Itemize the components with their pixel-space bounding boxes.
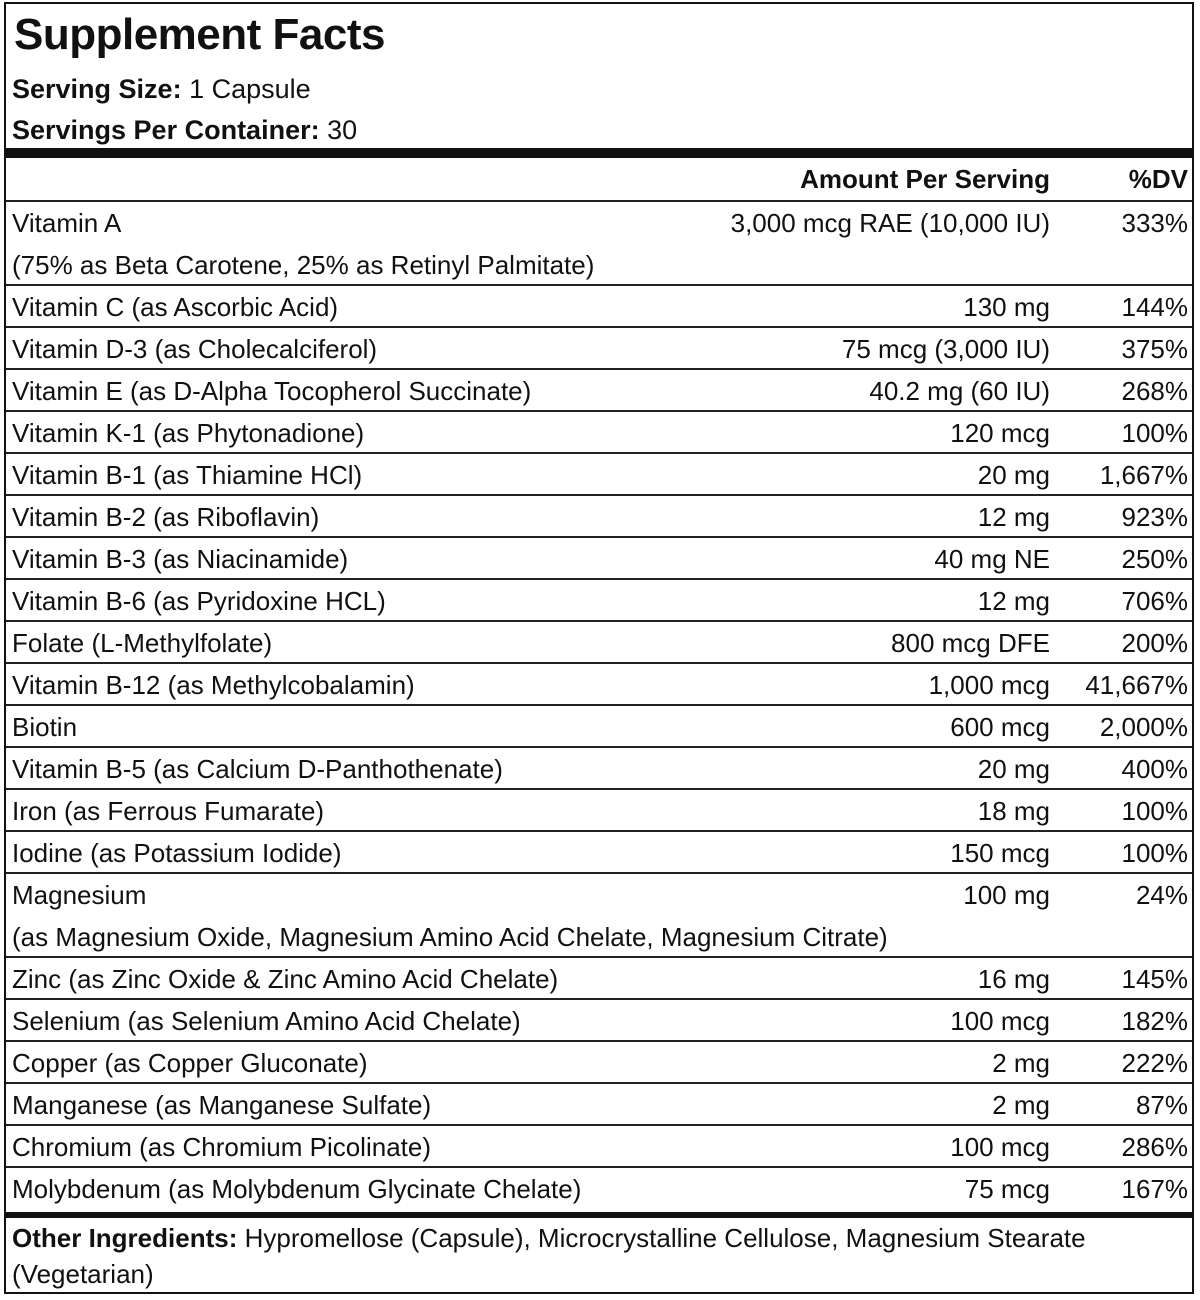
nutrient-row: [6, 536, 1192, 578]
nutrient-name: Vitamin B-2 (as Riboflavin): [12, 502, 320, 532]
nutrient-name: Selenium (as Selenium Amino Acid Chelate): [12, 1006, 521, 1036]
nutrient-dv: 222%: [1121, 1048, 1188, 1078]
nutrient-name: Vitamin A: [12, 208, 122, 238]
nutrient-name: Manganese (as Manganese Sulfate): [12, 1090, 432, 1120]
nutrient-dv: 100%: [1121, 418, 1188, 448]
nutrient-amount: 75 mcg: [964, 1174, 1050, 1204]
footer-divider: [6, 1212, 1192, 1218]
nutrient-amount: 12 mg: [977, 586, 1050, 616]
nutrient-row: [6, 998, 1192, 1040]
nutrient-row: [6, 1124, 1192, 1166]
nutrient-amount: 1,000 mcg: [928, 670, 1050, 700]
serving-size-value: 1 Capsule: [189, 74, 311, 104]
nutrient-name: Vitamin B-12 (as Methylcobalamin): [12, 670, 415, 700]
serving-size-label: Serving Size:: [12, 74, 182, 104]
nutrient-dv: 87%: [1135, 1090, 1188, 1120]
nutrient-amount: 40 mg NE: [934, 544, 1050, 574]
servings-label: Servings Per Container:: [12, 115, 320, 145]
nutrient-amount: 3,000 mcg RAE (10,000 IU): [730, 208, 1050, 238]
nutrient-name: Vitamin B-1 (as Thiamine HCl): [12, 460, 363, 490]
nutrient-amount: 100 mcg: [950, 1132, 1050, 1162]
servings-per-container: [12, 115, 357, 146]
supplement-facts-panel: [4, 2, 1194, 1294]
nutrient-name: Vitamin B-5 (as Calcium D-Panthothenate): [12, 754, 503, 784]
nutrient-row: [6, 368, 1192, 410]
nutrient-name: Iron (as Ferrous Fumarate): [12, 796, 325, 826]
nutrient-row: [6, 662, 1192, 704]
nutrient-amount: 600 mcg: [950, 712, 1050, 742]
nutrient-row: [6, 704, 1192, 746]
nutrient-row: [6, 494, 1192, 536]
nutrient-amount: 130 mg: [963, 292, 1050, 322]
nutrient-dv: 100%: [1121, 838, 1188, 868]
nutrient-name: Iodine (as Potassium Iodide): [12, 838, 342, 868]
header-divider: [6, 148, 1192, 158]
panel-title: Supplement Facts: [14, 10, 385, 59]
nutrient-name: Vitamin C (as Ascorbic Acid): [12, 292, 339, 322]
nutrient-amount: 12 mg: [977, 502, 1050, 532]
nutrient-source: (as Magnesium Oxide, Magnesium Amino Acid Chelate, Magnesium Citrate): [12, 922, 888, 952]
nutrient-name: Vitamin B-3 (as Niacinamide): [12, 544, 349, 574]
nutrient-amount: 100 mg: [963, 880, 1050, 910]
nutrient-name: Vitamin K-1 (as Phytonadione): [12, 418, 365, 448]
nutrient-name: Chromium (as Chromium Picolinate): [12, 1132, 431, 1162]
nutrient-row: [6, 200, 1192, 284]
serving-size: [12, 74, 311, 105]
nutrient-dv: 333%: [1121, 208, 1188, 238]
nutrient-row: [6, 746, 1192, 788]
nutrient-row: [6, 1166, 1192, 1208]
nutrient-row: [6, 956, 1192, 998]
nutrient-name: Copper (as Copper Gluconate): [12, 1048, 368, 1078]
nutrient-dv: 1,667%: [1099, 460, 1188, 490]
nutrient-amount: 75 mcg (3,000 IU): [841, 334, 1050, 364]
nutrient-row: [6, 452, 1192, 494]
nutrient-row: [6, 410, 1192, 452]
nutrient-dv: 167%: [1121, 1174, 1188, 1204]
nutrient-row: [6, 326, 1192, 368]
nutrient-name: Magnesium: [12, 880, 147, 910]
nutrient-row: [6, 872, 1192, 956]
nutrient-amount: 150 mcg: [950, 838, 1050, 868]
nutrient-dv: 400%: [1121, 754, 1188, 784]
nutrient-name: Vitamin D-3 (as Cholecalciferol): [12, 334, 378, 364]
nutrient-dv: 286%: [1121, 1132, 1188, 1162]
amount-column-header: Amount Per Serving: [800, 164, 1050, 194]
nutrient-name: Folate (L-Methylfolate): [12, 628, 273, 658]
nutrient-dv: 41,667%: [1085, 670, 1188, 700]
other-ingredients-label: Other Ingredients:: [12, 1223, 238, 1253]
nutrient-row: [6, 1082, 1192, 1124]
nutrient-name: Molybdenum (as Molybdenum Glycinate Chelate): [12, 1174, 582, 1204]
nutrient-dv: 100%: [1121, 796, 1188, 826]
nutrient-source: (75% as Beta Carotene, 25% as Retinyl Palmitate): [12, 250, 595, 280]
nutrient-dv: 250%: [1121, 544, 1188, 574]
nutrient-dv: 923%: [1121, 502, 1188, 532]
nutrient-amount: 20 mg: [977, 754, 1050, 784]
nutrient-amount: 2 mg: [992, 1090, 1050, 1120]
other-ingredients: [12, 1220, 1182, 1292]
nutrient-name: Vitamin E (as D-Alpha Tocopherol Succinate): [12, 376, 532, 406]
nutrient-name: Zinc (as Zinc Oxide & Zinc Amino Acid Chelate): [12, 964, 559, 994]
nutrient-row: [6, 620, 1192, 662]
nutrient-dv: 2,000%: [1099, 712, 1188, 742]
nutrient-amount: 100 mcg: [950, 1006, 1050, 1036]
nutrient-amount: 20 mg: [977, 460, 1050, 490]
nutrient-amount: 800 mcg DFE: [891, 628, 1050, 658]
other-ingredients-text: Hypromellose (Capsule), Microcrystalline Cellulose, Magnesium Stearate (Vegetarian): [12, 1223, 1086, 1289]
nutrient-dv: 145%: [1121, 964, 1188, 994]
nutrient-dv: 144%: [1121, 292, 1188, 322]
nutrient-row: [6, 830, 1192, 872]
dv-column-header: %DV: [1128, 164, 1188, 194]
nutrient-row: [6, 788, 1192, 830]
nutrient-dv: 375%: [1121, 334, 1188, 364]
nutrient-amount: 40.2 mg (60 IU): [869, 376, 1050, 406]
nutrient-amount: 120 mcg: [950, 418, 1050, 448]
nutrient-row: [6, 578, 1192, 620]
nutrient-dv: 706%: [1121, 586, 1188, 616]
nutrient-amount: 2 mg: [992, 1048, 1050, 1078]
nutrient-dv: 182%: [1121, 1006, 1188, 1036]
nutrient-row: [6, 284, 1192, 326]
nutrient-dv: 200%: [1121, 628, 1188, 658]
nutrient-row: [6, 1040, 1192, 1082]
nutrient-name: Vitamin B-6 (as Pyridoxine HCL): [12, 586, 386, 616]
servings-value: 30: [327, 115, 358, 145]
nutrient-amount: 16 mg: [977, 964, 1050, 994]
nutrient-dv: 268%: [1121, 376, 1188, 406]
nutrient-dv: 24%: [1135, 880, 1188, 910]
nutrient-amount: 18 mg: [977, 796, 1050, 826]
nutrient-name: Biotin: [12, 712, 78, 742]
